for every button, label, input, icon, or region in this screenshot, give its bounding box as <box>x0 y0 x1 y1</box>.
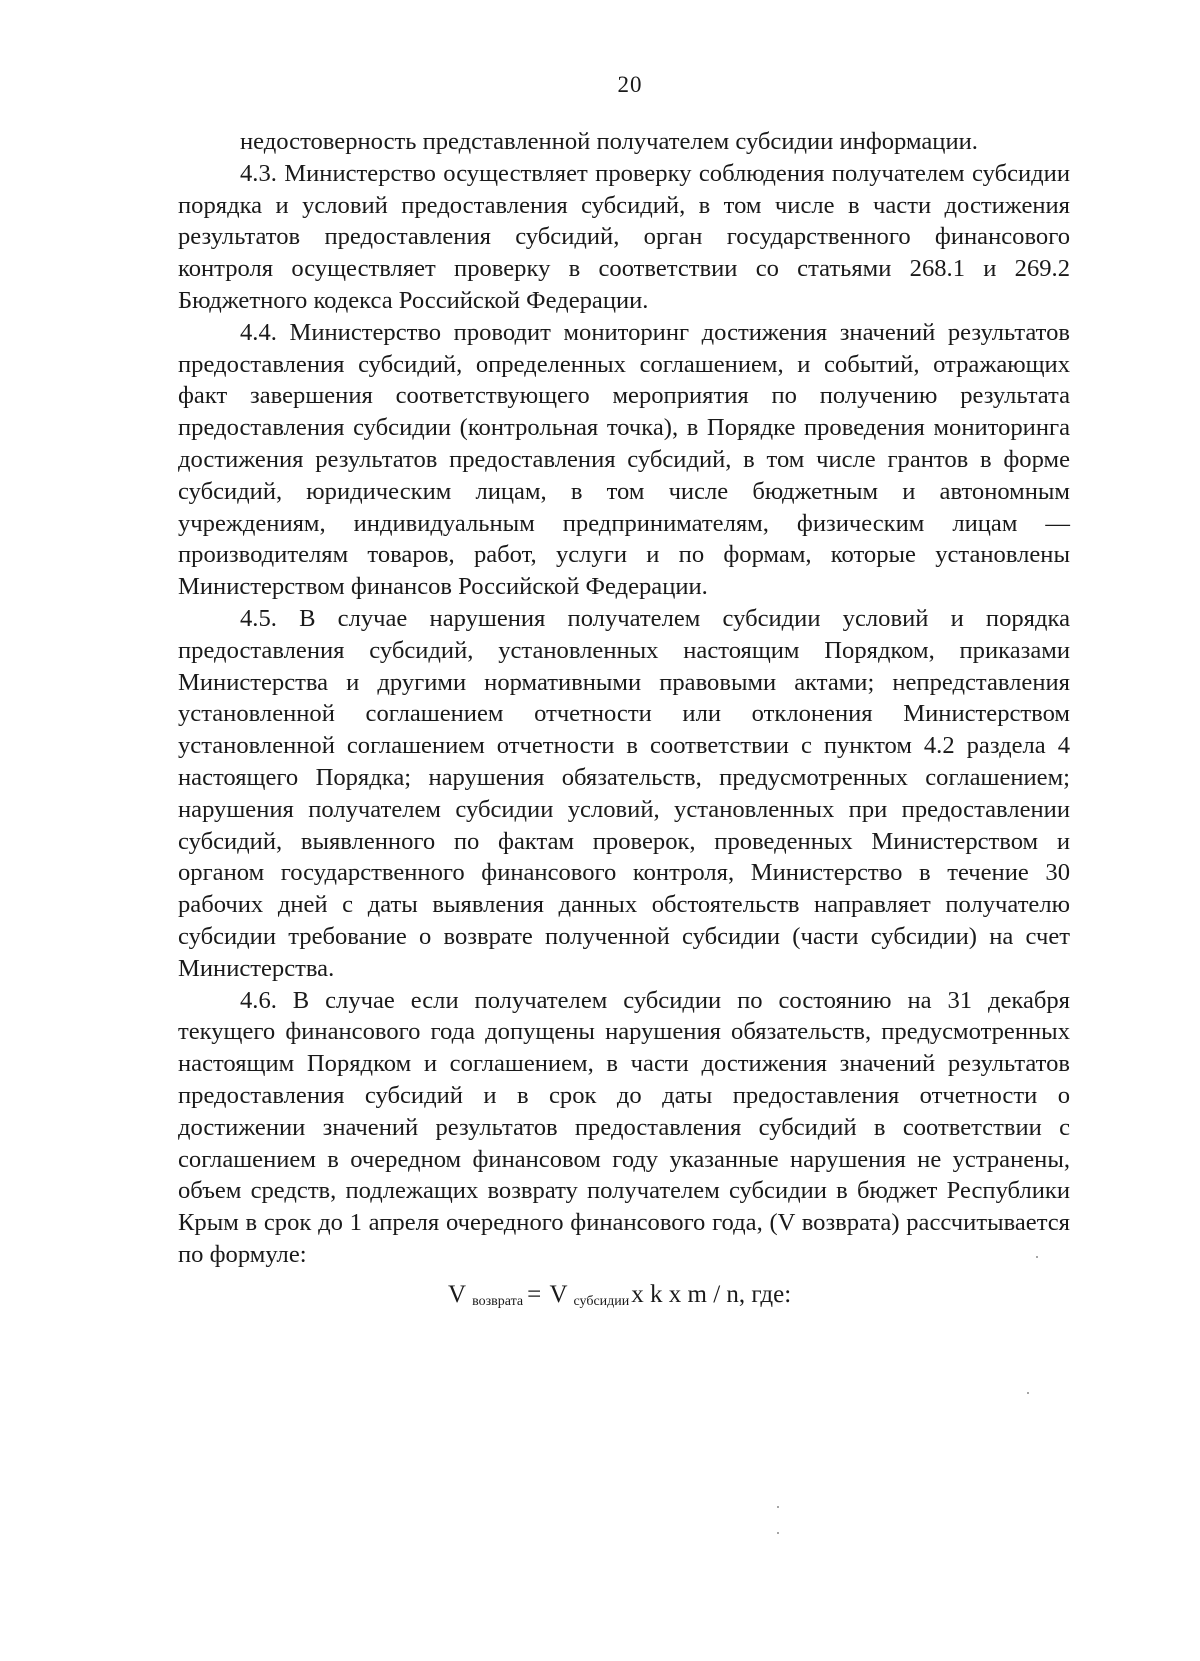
page-number: 20 <box>617 72 643 97</box>
formula-lhs: V <box>448 1280 467 1308</box>
formula-lhs-subscript: возврата <box>472 1293 524 1309</box>
paragraph-4-3: 4.3. Министерство осуществляет проверку соблюдения получателем субсидии порядка и условий предоставления субсидий, в том числе в части достижения результатов предоставления субсидий, орган государственного финансового контроля осуществляет проверку в соответствии со статьями 268.1 и 269.2 Бюджетного кодекса Российской Федерации. <box>178 159 1070 314</box>
paragraph-4-5: 4.5. В случае нарушения получателем субсидии условий и порядка предоставления субсидий, установленных настоящим Порядком, приказами Министерства и другими нормативными правовыми актами; непредставления установленной соглашением отчетности или отклонения Министерством установленной соглашением отчетности в соответствии с пунктом 4.2 раздела 4 настоящего Порядка; нарушения обязательств, предусмотренных соглашением; нарушения получателем субсидии условий, установленных при предоставлении субсидий, выявленного по фактам проверок, проведенных Министерством и органом государственного финансового контроля, Министерство в течение 30 рабочих дней с даты выявления данных обстоятельств направляет получателю субсидии требование о возврате полученной субсидии (части субсидии) на счет Министерства. <box>178 604 1070 982</box>
paragraph-4-4: 4.4. Министерство проводит мониторинг достижения значений результатов предоставления субсидий, определенных соглашением, и событий, отражающих факт завершения соответствующего мероприятия по получению результата предоставления субсидии (контрольная точка), в Порядке проведения мониторинга достижения результатов предоставления субсидий, в том числе грантов в форме субсидий, юридическим лицам, в том числе бюджетным и автономным учреждениям, индивидуальным предпринимателям, физическим лицам — производителям товаров, работ, услуги и по формам, которые установлены Министерством финансов Российской Федерации. <box>178 318 1070 601</box>
scan-speck <box>1036 1256 1038 1258</box>
formula-rhs-subscript: субсидии <box>573 1293 630 1309</box>
scan-speck <box>1027 1392 1029 1394</box>
scan-speck <box>777 1532 779 1534</box>
formula-equals: = <box>527 1280 542 1308</box>
paragraph-continuation: недостоверность представленной получателем субсидии информации. <box>240 128 978 155</box>
formula-rhs: V <box>549 1280 568 1308</box>
scan-speck <box>777 1506 779 1508</box>
document-body <box>178 126 1070 1319</box>
formula-tail: x k x m / n, где: <box>631 1280 792 1308</box>
paragraph-4-6: 4.6. В случае если получателем субсидии по состоянию на 31 декабря текущего финансового года допущены нарушения обязательств, предусмотренных настоящим Порядком и соглашением, в части достижения значений результатов предоставления субсидий и в срок до даты предоставления отчетности о достижении значений результатов предоставления субсидий в соответствии с соглашением в очередном финансовом году указанные нарушения не устранены, объем средств, подлежащих возврату получателем субсидии в бюджет Республики Крым в срок до 1 апреля очередного финансового года, (V возврата) рассчитывается по формуле: <box>178 986 1070 1268</box>
refund-formula <box>178 1278 1070 1319</box>
